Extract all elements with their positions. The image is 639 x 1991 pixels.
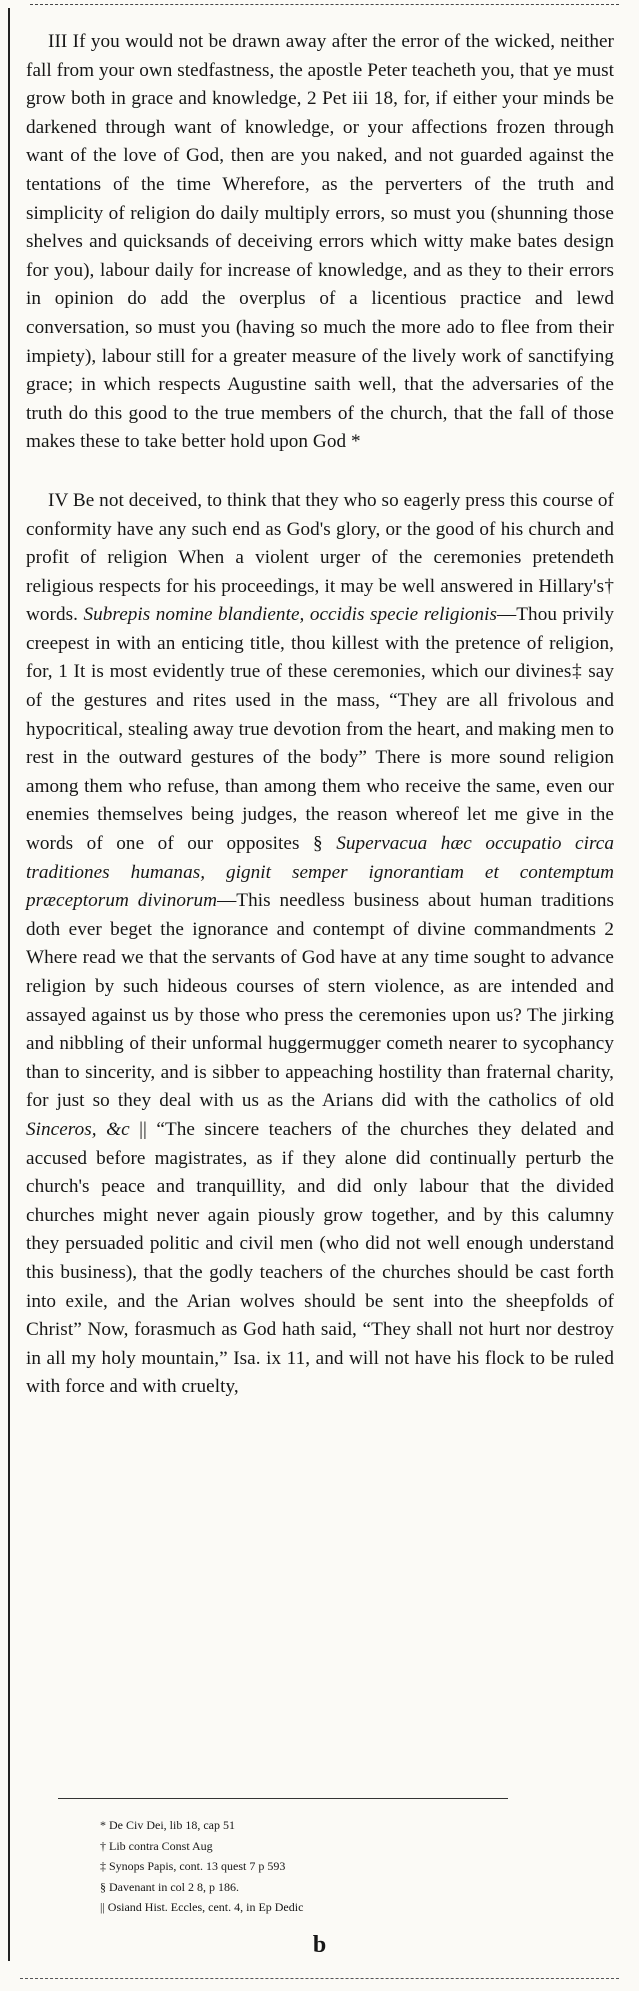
signature-mark: b — [312, 1932, 327, 1958]
italic-passage: Sinceros, &c — [26, 1118, 130, 1140]
footnote: § Davenant in col 2 8, p 186. — [100, 1879, 239, 1894]
top-border-rule — [30, 4, 619, 5]
footnote: † Lib contra Const Aug — [100, 1838, 213, 1853]
text-run: —This needless business about human traditions doth ever beget the ignorance and contempt of divine commandments 2 Where read we that the servants of God have at any time sought to advance religion by such hideous courses of stern violence, as are intended and assayed against us by those who press the ceremonies upon us? The jirking and nibbling of their unformal huggermugger cometh nearer to sycophancy than to sincerity, and is sibber to appeaching hostility than fraternal charity, for just so they deal with us as the Arians did with the catholics of old — [26, 890, 614, 1112]
paragraph-iv — [26, 487, 614, 1402]
left-column-rule — [8, 8, 10, 1961]
text-column — [26, 28, 614, 1402]
footnotes — [100, 1815, 580, 1918]
footnote: ‡ Synops Papis, cont. 13 quest 7 p 593 — [100, 1859, 286, 1873]
paragraph-iii — [26, 28, 614, 457]
text-run: —Thou privily creepest in with an enticing title, thou killest with the pretence of religion, for, 1 It is most evidently true of these ceremonies, which our divines‡ say of the gestures and rites used in the mass, “They are all frivolous and hypocritical, stealing away true devotion from the heart, and making men to rest in the outward gestures of the body” There is more sound religion among them who refuse, than among them who receive the same, even our enemies themselves being judges, the reason whereof let me give in the words of one of our opposites § — [26, 604, 614, 855]
text-run: IV Be not deceived, to think that they who so eagerly press this course of conformity have any such end as God's glory, or the good of his church and profit of religion When a violent urger of the ceremonies pretendeth religious respects for his proceedings, it may be well answered in Hillary's† words. — [26, 489, 614, 626]
footnote-rule — [58, 1798, 508, 1799]
footnote: * De Civ Dei, lib 18, cap 51 — [100, 1818, 235, 1832]
bottom-border-rule — [20, 1978, 619, 1979]
italic-passage: Subrepis nomine blandiente, occidis specie religionis — [83, 604, 498, 626]
text-run: III If you would not be drawn away after the error of the wicked, neither fall from your own stedfastness, the apostle Peter teacheth you, that ye must grow both in grace and knowledge, 2 Pet iii 18, for, if either your minds be darkened through want of knowledge, or your affections frozen through want of the love of God, then are you naked, and not guarded against the tentations of the time Wherefore, as the perverters of the truth and simplicity of religion do daily multiply errors, so must you (shunning those shelves and quicksands of deceiving errors which witty make bates design for you), labour daily for increase of knowledge, and as they to their errors in opinion do add the overplus of a licentious practice and lewd conversation, so must you (having so much the more ado to flee from their impiety), labour still for a greater measure of the lively work of sanctifying grace; in which respects Augustine saith well, that the adversaries of the truth do this good to the true members of the church, that the fall of those makes these to take better hold upon God * — [26, 31, 614, 453]
italic-passage: Supervacua hæc occupatio circa traditiones humanas, gignit semper ignorantiam et contemptum præceptorum divinorum — [26, 833, 614, 912]
footnote: || Osiand Hist. Eccles, cent. 4, in Ep Dedic — [100, 1900, 304, 1914]
text-run: || “The sincere teachers of the churches they delated and accused before magistrates, as if they alone did continually perturb the church's peace and tranquillity, and did only labour that the divided churches might never again piously grow together, and by this calumny they persuaded politic and civil men (who did not well enough understand this business), that the godly teachers of the churches should be cast forth into exile, and the Arian wolves should be sent into the sheepfolds of Christ” Now, forasmuch as God hath said, “They shall not hurt nor destroy in all my holy mountain,” Isa. ix 11, and will not have his flock to be ruled with force and with cruelty, — [26, 1118, 614, 1398]
